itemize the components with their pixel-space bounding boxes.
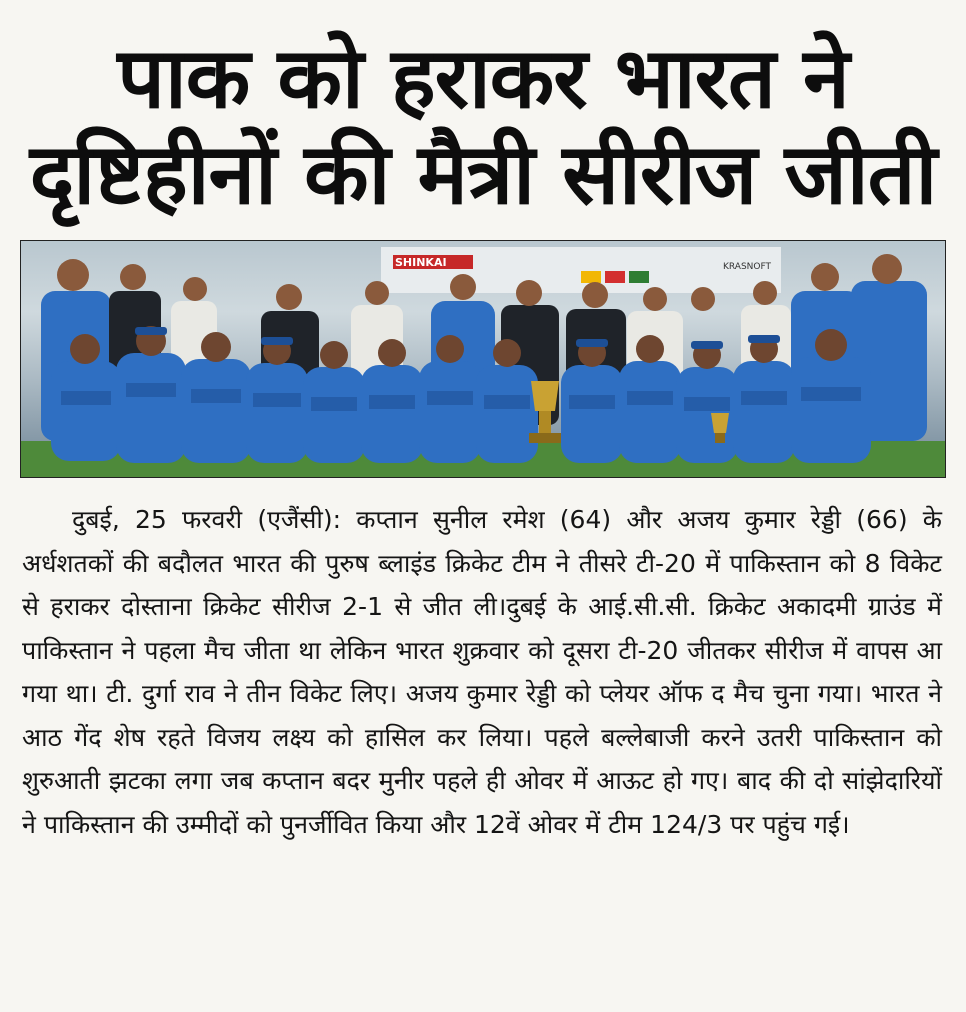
article xyxy=(22,498,942,846)
headline-line-2: दृष्टिहीनों की मैत्री सीरीज जीती xyxy=(29,125,937,223)
team-photo xyxy=(20,240,946,478)
event-banner xyxy=(381,247,781,293)
article-body: दुबई, 25 फरवरी (एजैंसी): कप्तान सुनील रमेश (64) और अजय कुमार रेड्डी (66) के अर्धशतकों की बदौलत भारत की पुरुष ब्लाइंड क्रिकेट टीम ने तीसरे टी-20 में पाकिस्तान को 8 विकेट से हराकर दोस्ताना क्रिकेट सीरीज 2-1 से जीत ली।दुबई के आई.सी.सी. क्रिकेट अकादमी ग्राउंड में पाकिस्तान ने पहला मैच जीता था लेकिन भारत शुक्रवार को दूसरा टी-20 जीतकर सीरीज में वापस आ गया था। टी. दुर्गा राव ने तीन विकेट लिए। अजय कुमार रेड्डी को प्लेयर ऑफ द मैच चुना गया। भारत ने आठ गेंद शेष रहते विजय लक्ष्य को हासिल कर लिया। पहले बल्लेबाजी करने उतरी पाकिस्तान को शुरुआती झटका लगा जब कप्तान बदर मुनीर पहले ही ओवर में आऊट हो गए। बाद की दो सांझेदारियों ने पाकिस्तान की उम्मीदों को पुनर्जीवित किया और 12वें ओवर में टीम 124/3 पर पहुंच गई। xyxy=(22,505,942,839)
sponsor-text: KRASNOFT xyxy=(723,262,771,272)
banner-text: SHINKAI xyxy=(395,256,447,269)
headline-line-1: पाक को हराकर भारत ने xyxy=(117,29,849,127)
headline xyxy=(0,30,966,222)
